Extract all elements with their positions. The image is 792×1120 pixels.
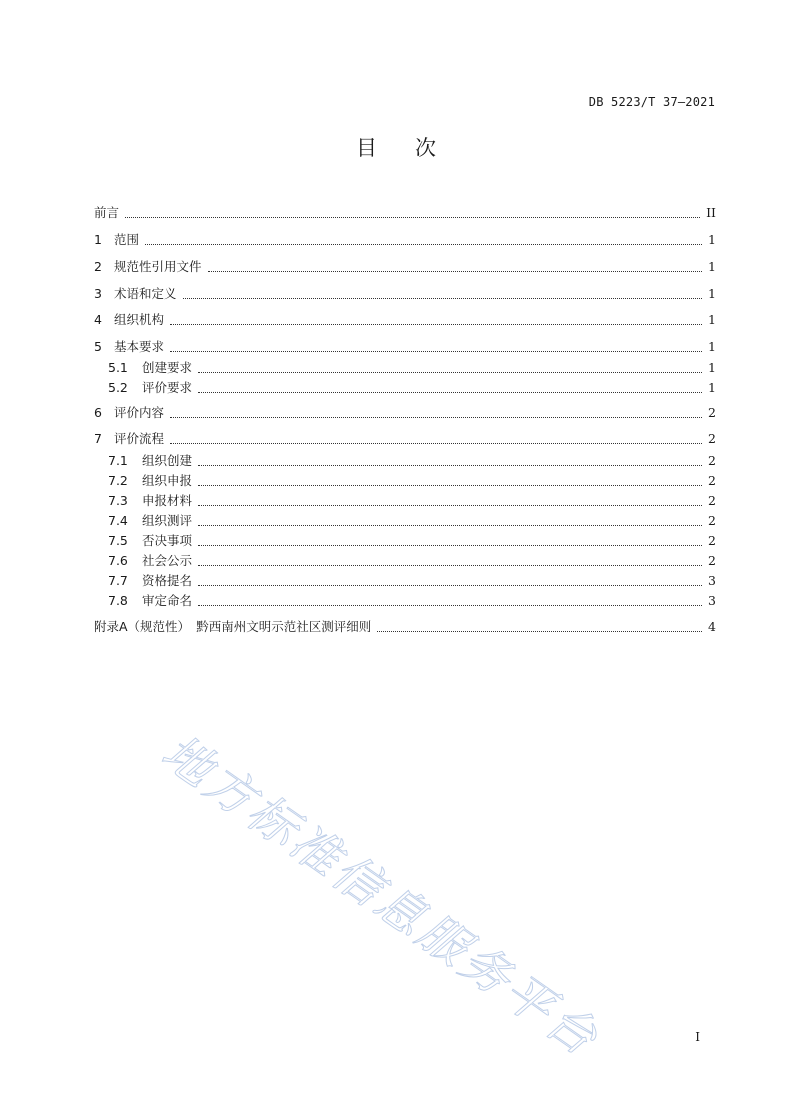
toc-entry-page: 2 [708,453,716,468]
toc-entry[interactable] [108,592,716,610]
toc-leader-dots [170,417,702,418]
toc-entry-label: 组织测评 [142,513,193,528]
toc-entry-label: 基本要求 [114,339,165,354]
toc-entry[interactable] [94,285,716,303]
toc-entry-number: 6 [94,405,102,420]
toc-leader-dots [198,485,702,486]
document-code: DB 5223/T 37—2021 [588,95,715,109]
toc-entry-number: 7.6 [108,553,128,568]
toc-entry-page: 2 [708,473,716,488]
toc-entry[interactable] [94,258,716,276]
toc-entry[interactable] [94,430,716,448]
toc-entry[interactable] [108,472,716,490]
toc-entry-number: 4 [94,312,102,327]
toc-entry[interactable] [94,231,716,249]
toc-leader-dots [198,585,702,586]
toc-leader-dots [198,392,702,393]
toc-entry-label: 规范性引用文件 [114,259,202,274]
toc-entry-page: 1 [708,360,716,375]
toc-entry-number: 7.2 [108,473,128,488]
toc-entry-label: 评价流程 [114,431,165,446]
toc-entry-page: 1 [708,312,716,327]
toc-entry-label: 范围 [114,232,140,247]
toc-entry-number: 2 [94,259,102,274]
toc-entry-page: 4 [708,619,716,634]
toc-entry[interactable] [108,492,716,510]
toc-entry-page: 1 [708,339,716,354]
toc-entry-page: 2 [708,513,716,528]
toc-entry-number: 7.1 [108,453,128,468]
toc-entry-number: 7.7 [108,573,128,588]
toc-entry-number: 5.2 [108,380,128,395]
toc-entry[interactable] [108,452,716,470]
toc-leader-dots [145,244,702,245]
toc-leader-dots [125,217,700,218]
toc-entry-label: 社会公示 [142,553,193,568]
toc-entry-label: 申报材料 [142,493,193,508]
toc-entry-label: 术语和定义 [114,286,177,301]
toc-entry-page: 3 [708,593,716,608]
toc-entry-page: 1 [708,286,716,301]
toc-leader-dots [198,465,702,466]
toc-entry-label: 组织机构 [114,312,165,327]
toc-entry[interactable] [108,552,716,570]
toc-leader-dots [198,545,702,546]
toc-entry[interactable] [108,512,716,530]
toc-entry-page: 1 [708,232,716,247]
toc-entry-page: 1 [708,259,716,274]
toc-entry-number: 5.1 [108,360,128,375]
toc-entry-number: 7.3 [108,493,128,508]
toc-entry[interactable] [108,532,716,550]
toc-leader-dots [170,351,702,352]
toc-entry-label: 组织申报 [142,473,193,488]
toc-leader-dots [208,271,703,272]
toc-entry-label: 附录A（规范性） 黔西南州文明示范社区测评细则 [94,619,372,634]
toc-leader-dots [170,324,702,325]
toc-entry-number: 1 [94,232,102,247]
toc-entry-number: 7.8 [108,593,128,608]
toc-entry-number: 7.5 [108,533,128,548]
watermark: 地方标准信息服务平台 [151,724,610,1069]
toc-entry-page: II [706,205,716,220]
toc-entry-label: 资格提名 [142,573,193,588]
toc-entry-label: 创建要求 [142,360,193,375]
toc-entry-number: 3 [94,286,102,301]
toc-entry-number: 7.4 [108,513,128,528]
toc-leader-dots [198,505,702,506]
toc-entry-page: 2 [708,431,716,446]
page-number: I [695,1030,700,1044]
toc-leader-dots [198,605,702,606]
toc-entry-page: 2 [708,405,716,420]
toc-entry[interactable] [108,572,716,590]
toc-entry-label: 评价要求 [142,380,193,395]
toc-entry[interactable] [108,379,716,397]
toc-entry-label: 前言 [94,205,120,220]
toc-entry-label: 组织创建 [142,453,193,468]
toc-entry[interactable] [94,338,716,356]
toc-entry[interactable] [94,204,716,222]
toc-entry-page: 1 [708,380,716,395]
toc-entry-page: 3 [708,573,716,588]
toc-leader-dots [377,631,702,632]
toc-entry-label: 否决事项 [142,533,193,548]
page-title: 目次 [356,136,474,160]
toc-entry-page: 2 [708,553,716,568]
toc-leader-dots [170,443,702,444]
toc-leader-dots [198,372,702,373]
toc-entry[interactable] [94,618,716,636]
toc-entry-number: 7 [94,431,102,446]
toc-entry[interactable] [108,359,716,377]
toc-entry-page: 2 [708,493,716,508]
toc-entry[interactable] [94,311,716,329]
toc-leader-dots [183,298,703,299]
toc-entry-label: 评价内容 [114,405,165,420]
toc-leader-dots [198,525,702,526]
toc-entry-label: 审定命名 [142,593,193,608]
toc-entry[interactable] [94,404,716,422]
toc-leader-dots [198,565,702,566]
toc-entry-number: 5 [94,339,102,354]
toc-entry-page: 2 [708,533,716,548]
